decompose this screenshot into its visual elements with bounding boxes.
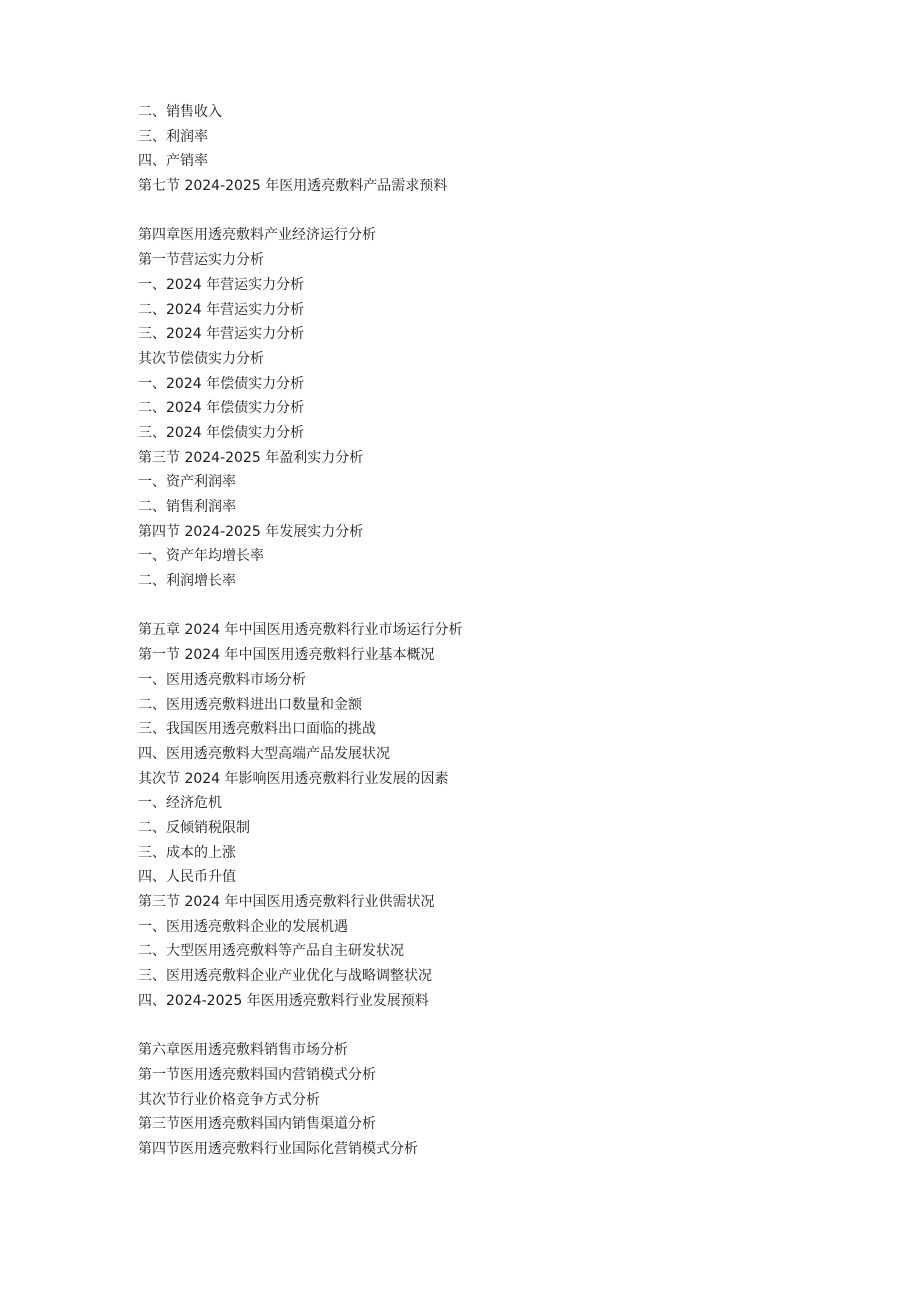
toc-line: 三、2024 年偿债实力分析 xyxy=(138,424,305,441)
toc-line: 一、资产利润率 xyxy=(138,474,236,491)
toc-line: 第三节医用透亮敷料国内销售渠道分析 xyxy=(138,1116,376,1133)
toc-line: 一、医用透亮敷料市场分析 xyxy=(138,671,306,688)
toc-line: 三、成本的上涨 xyxy=(138,844,236,861)
toc-line: 第一节营运实力分析 xyxy=(138,252,264,269)
toc-line: 三、医用透亮敷料企业产业优化与战略调整状况 xyxy=(138,968,432,985)
toc-line: 四、人民币升值 xyxy=(138,869,236,886)
toc-line: 一、2024 年营运实力分析 xyxy=(138,276,305,293)
toc-line: 第四章医用透亮敷料产业经济运行分析 xyxy=(138,227,376,244)
toc-line: 三、我国医用透亮敷料出口面临的挑战 xyxy=(138,721,376,738)
toc-line: 二、大型医用透亮敷料等产品自主研发状况 xyxy=(138,943,404,960)
section-gap xyxy=(138,594,838,619)
toc-line: 第一节 2024 年中国医用透亮敷料行业基本概况 xyxy=(138,647,435,664)
section-gap xyxy=(138,1013,838,1038)
toc-line: 二、2024 年偿债实力分析 xyxy=(138,400,305,417)
toc-line: 第四节 2024-2025 年发展实力分析 xyxy=(138,523,364,540)
toc-line: 其次节 2024 年影响医用透亮敷料行业发展的因素 xyxy=(138,770,449,787)
toc-line: 其次节偿债实力分析 xyxy=(138,350,264,367)
toc-line: 第一节医用透亮敷料国内营销模式分析 xyxy=(138,1066,376,1083)
toc-line: 第五章 2024 年中国医用透亮敷料行业市场运行分析 xyxy=(138,622,463,639)
toc-line: 二、医用透亮敷料进出口数量和金额 xyxy=(138,696,362,713)
toc-line: 一、资产年均增长率 xyxy=(138,548,264,565)
toc-line: 第六章医用透亮敷料销售市场分析 xyxy=(138,1042,348,1059)
table-of-contents xyxy=(138,100,838,1162)
toc-line: 二、销售收入 xyxy=(138,104,222,120)
section-gap xyxy=(138,199,838,224)
toc-line: 其次节行业价格竞争方式分析 xyxy=(138,1091,320,1108)
toc-line: 二、反倾销税限制 xyxy=(138,819,250,836)
toc-line: 四、医用透亮敷料大型高端产品发展状况 xyxy=(138,745,390,762)
toc-line: 一、经济危机 xyxy=(138,795,222,812)
toc-line: 四、产销率 xyxy=(138,153,208,170)
toc-line: 二、2024 年营运实力分析 xyxy=(138,301,305,318)
toc-line: 一、2024 年偿债实力分析 xyxy=(138,375,305,392)
toc-line: 第四节医用透亮敷料行业国际化营销模式分析 xyxy=(138,1140,418,1157)
toc-line: 第七节 2024-2025 年医用透亮敷料产品需求预料 xyxy=(138,178,448,195)
toc-line: 第三节 2024-2025 年盈利实力分析 xyxy=(138,449,364,466)
toc-line: 三、利润率 xyxy=(138,128,208,145)
toc-line: 四、2024-2025 年医用透亮敷料行业发展预料 xyxy=(138,992,429,1009)
toc-line: 二、销售利润率 xyxy=(138,499,236,515)
toc-line: 一、医用透亮敷料企业的发展机遇 xyxy=(138,918,348,935)
toc-line: 第三节 2024 年中国医用透亮敷料行业供需状况 xyxy=(138,894,435,910)
toc-line: 二、利润增长率 xyxy=(138,573,236,590)
toc-line: 三、2024 年营运实力分析 xyxy=(138,326,305,343)
